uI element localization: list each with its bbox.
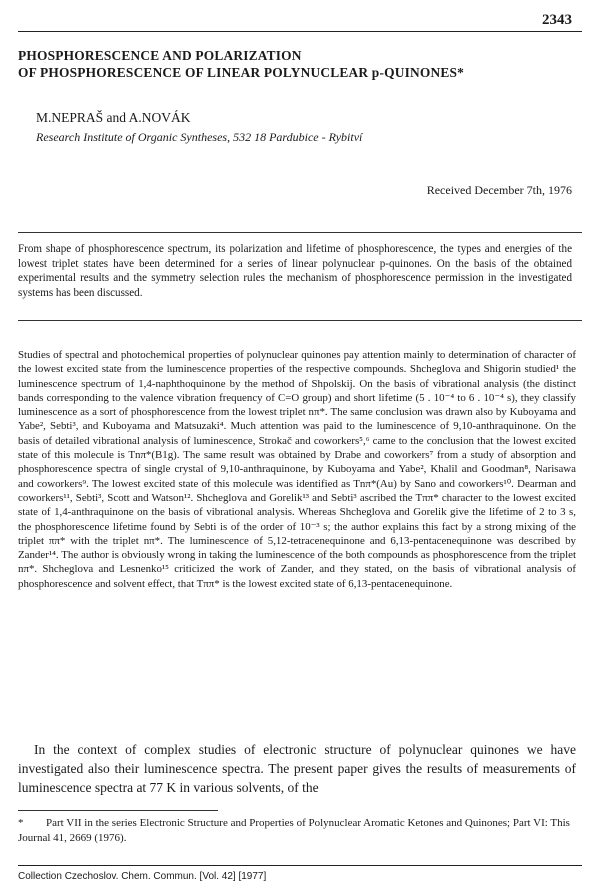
abstract-top-rule [18,232,582,233]
footnote [18,816,576,846]
body-paragraph: In the context of complex studies of electronic structure of polynuclear quinones we have investigated also their luminescence spectra. The present paper gives the results of measurements of luminescence spectra at 77 K in various solvents, of the [18,742,576,795]
footer-rule [18,865,582,866]
journal-citation: Collection Czechoslov. Chem. Commun. [Vol. 42] [1977] [18,871,267,882]
footnote-text: Part VII in the series Electronic Structure and Properties of Polynuclear Aromatic Ketones and Quinones; Part VI: This Journal 41, 2669 (1976). [18,817,570,844]
authors: M.NEPRAŠ and A.NOVÁK [36,110,191,125]
title-line-1: PHOSPHORESCENCE AND POLARIZATION [18,48,302,63]
title-line-2: OF PHOSPHORESCENCE OF LINEAR POLYNUCLEAR p-QUINONES* [18,65,465,80]
abstract-bottom-rule [18,320,582,321]
footnote-rule [18,810,218,811]
introduction-paragraph: Studies of spectral and photochemical properties of polynuclear quinones pay attention mainly to determination of character of the lowest excited state from the luminescence properties of the respective compounds. Shcheglova and Shigorin studied¹ the luminescence spectrum of 1,4-naphthoquinone by the method of Shpolskij. On the basis of vibrational analysis (the distinct bands corresponding to the valence vibration frequency of C=O group) and short lifetime (5 . 10⁻⁴ to 6 . 10⁻⁴ s), they classify luminescence as a sort of phosphorescence from the lowest triplet nπ*. The same conclusion was drawn also by Kuboyama and Yabe², Sebti³, and Kuboyama and Matsuzaki⁴. Much attention was paid to the luminescence of 9,10-anthraquinone. On the basis of detailed vibrational analysis of luminescence, Strokač and coworkers⁵,⁶ came to the conclusion that the lowest excited state of this molecule is Tnπ*(B1g). The same result was obtained by Drabe and coworkers⁷ from a study of absorption and phosphorescence spectra of single crystal of 9,10-anthraquinone, by Kuboyama and Yabe², Khalil and Goodman⁸, Narisawa and coworkers⁹. The lowest excited state of this molecule was identified as Tnπ*(Au) by Sano and coworkers¹⁰. Dearman and coworkers¹¹, Sebti³, Scott and Watson¹². Shcheglova and Gorelik¹³ and Sebti³ ascribed the Tππ* character to the lowest excited state of 1,4-anthraquinone on the basis of vibrational analysis. Whereas Shcheglova and Gorelik give the lifetime of 2 to 3 s, the phosphorescence lifetime found by Sebti is of the order of 10⁻³ s; the author explains this fact by a strong mixing of the triplet ππ* with the triplet nπ*. The luminescence of 5,12-tetracenequinone and 6,13-pentacenequinone was described by Zander¹⁴. The author is obviously wrong in taking the luminescence of the both compounds as phosphorescence from the triplet nπ*. Shcheglova and Lesnenko¹⁵ criticized the work of Zander, and they stated, on the basis of vibrational analysis of phosphorescence and solvent effect, that Tππ* is the lowest excited state of 6,13-pentacenequinone. [18,349,576,590]
footnote-mark: * [18,817,24,829]
page-number: 2343 [542,12,572,28]
header-rule [18,31,582,32]
received-date: Received December 7th, 1976 [426,183,572,197]
paper-title [18,47,582,81]
abstract: From shape of phosphorescence spectrum, its polarization and lifetime of phosphorescence, the types and energies of the lowest triplet states have been determined for a series of linear polynuclear p-quinones. On the basis of the obtained experimental results and the symmetry selection rules the mechanism of phosphorescence permission in the investigated systems has been discussed. [18,243,572,299]
affiliation: Research Institute of Organic Syntheses, 532 18 Pardubice - Rybitví [36,130,363,144]
